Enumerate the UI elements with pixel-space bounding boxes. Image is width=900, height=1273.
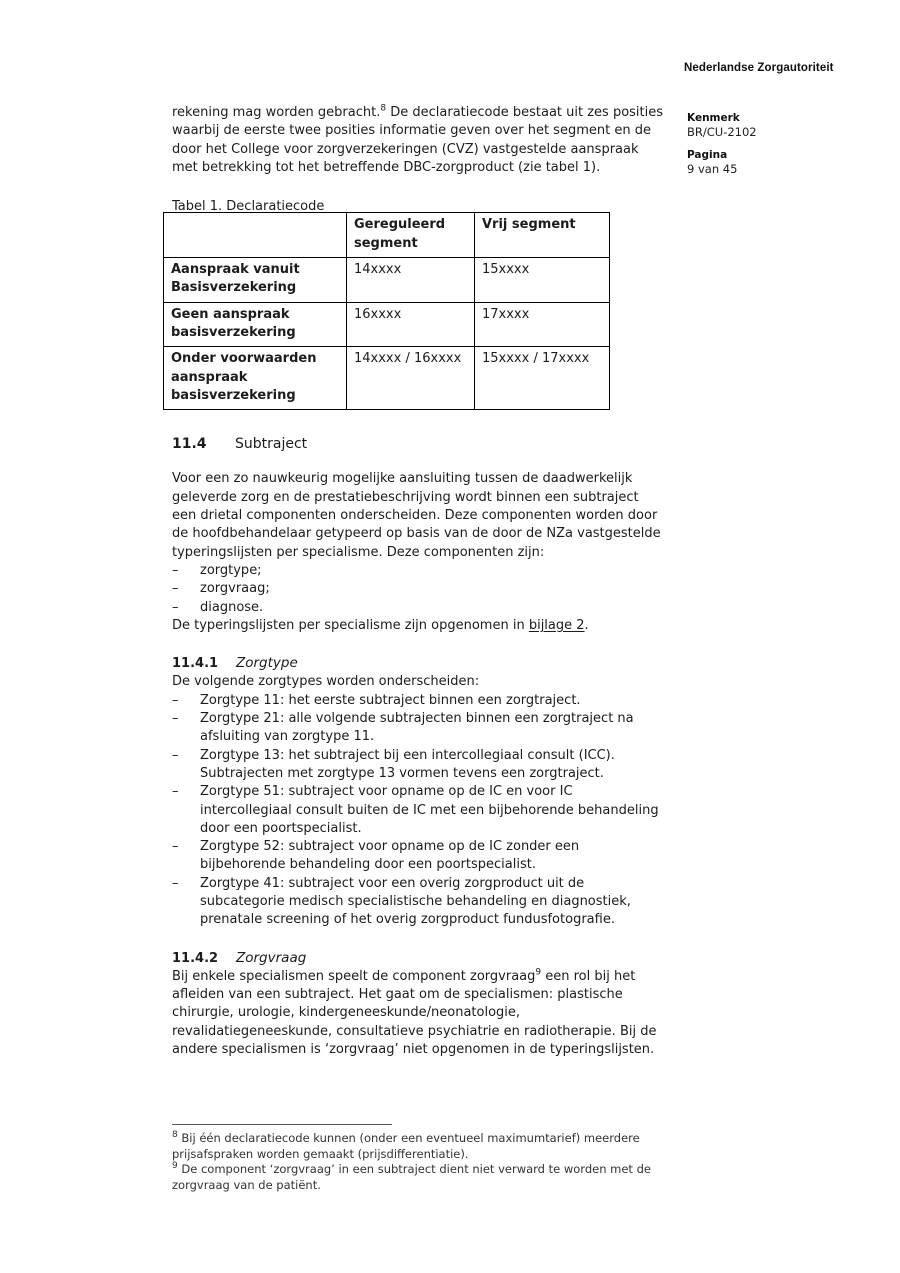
footnote-ref-9: 9 <box>535 967 542 978</box>
section-heading-11-4-2 <box>172 949 664 968</box>
list-item-text: Zorgtype 52: subtraject voor opname op de IC zonder een bijbehorende behandeling door een poortspecialist. <box>200 839 580 873</box>
dash-marker: – <box>172 562 179 578</box>
row-label: Onder voorwaarden aanspraak basisverzekering <box>164 347 347 410</box>
section-11-4-paragraph: Voor een zo nauwkeurig mogelijke aansluiting tussen de daadwerkelijk geleverde zorg en de prestatiebeschrijving wordt binnen een subtraject een drietal componenten onderscheiden. Deze componenten worden door de hoofdbehandelaar getypeerd op basis van de door de NZa vastgestelde typeringslijsten per specialisme. Deze componenten zijn: <box>172 471 661 560</box>
list-item <box>172 710 664 747</box>
footnote-8: $^8$ Bij één declaratiecode kunnen (onder een eventueel maximumtarief) meerdere prijsafspraken worden gemaakt (prijsdifferentiatie). <box>172 1130 640 1161</box>
footnote-9: $^9$ De component ‘zorgvraag’ in een subtraject dient niet verward te worden met de zorgvraag van de patiënt. <box>172 1161 651 1192</box>
cell-vrij: 17xxxx <box>475 302 610 347</box>
dash-marker: – <box>172 784 179 800</box>
list-item-text: Zorgtype 13: het subtraject bij een intercollegiaal consult (ICC). Subtrajecten met zorgtype 13 vormen tevens een zorgtraject. <box>200 747 615 781</box>
section-11-4-1-intro: De volgende zorgtypes worden onderscheiden: <box>172 674 480 690</box>
dash-marker: – <box>172 711 179 727</box>
row-label: Aanspraak vanuit Basisverzekering <box>164 258 347 303</box>
section-title: Zorgtype <box>236 655 298 672</box>
footnote-separator <box>172 1124 392 1125</box>
section-title: Subtraject <box>235 436 308 453</box>
pagina-label: Pagina <box>687 149 728 161</box>
table-caption: Tabel 1. Declaratiecode <box>172 199 325 215</box>
document-meta <box>687 112 847 186</box>
footnote-9-number: 9 <box>172 1161 178 1172</box>
section-number: 11.4.2 <box>172 950 219 966</box>
table-row <box>164 258 610 303</box>
row-label: Geen aanspraak basisverzekering <box>164 302 347 347</box>
dash-marker: – <box>172 692 179 708</box>
bijlage-2-link[interactable]: bijlage 2 <box>528 617 585 633</box>
list-item-text: diagnose. <box>200 599 264 615</box>
section-number: 11.4.1 <box>172 656 219 672</box>
cell-vrij: 15xxxx <box>475 258 610 303</box>
header-vrij-segment: Vrij segment <box>475 213 610 258</box>
dash-marker: – <box>172 747 179 763</box>
cell-gereguleerd: 14xxxx <box>347 258 475 303</box>
footnote-ref-8: 8 <box>380 103 387 114</box>
cell-gereguleerd: 16xxxx <box>347 302 475 347</box>
list-item <box>172 562 664 580</box>
list-item-text: zorgtype; <box>200 562 262 578</box>
footnote-8-number: 8 <box>172 1130 178 1141</box>
header-gereguleerd-segment: Gereguleerd segment <box>347 213 475 258</box>
footnote-area <box>172 1124 672 1193</box>
kenmerk-value: BR/CU-2102 <box>687 125 757 139</box>
list-item-text: zorgvraag; <box>200 581 270 597</box>
table-header-row <box>164 213 610 258</box>
zorgtype-list <box>172 692 664 930</box>
section-heading-11-4-1 <box>172 654 664 673</box>
dash-marker: – <box>172 875 179 891</box>
list-item <box>172 783 664 838</box>
list-item <box>172 875 664 930</box>
component-list <box>172 562 664 617</box>
dash-marker: – <box>172 581 179 597</box>
dash-marker: – <box>172 599 179 615</box>
intro-paragraph: rekening mag worden gebracht.$^8$ De declaratiecode bestaat uit zes posities waarbij de eerste twee posities informatie geven over het segment en de door het College voor zorgverzekeringen (CVZ) vastgestelde aanspraak met betrekking tot het betreffende DBC-zorgproduct (zie tabel 1). <box>172 103 664 175</box>
table-row <box>164 302 610 347</box>
list-item <box>172 599 664 617</box>
pagina-value: 9 van 45 <box>687 162 738 176</box>
section-11-4-2-paragraph: Bij enkele specialismen speelt de component zorgvraag$^9$ een rol bij het afleiden van een subtraject. Het gaat om de specialismen: plastische chirurgie, urologie, kindergeneeskunde/neonatologie, revalidatiegeneeskunde, consultatieve psychiatrie en radiotherapie. Bij de andere specialismen is ‘zorgvraag’ niet opgenomen in de typeringslijsten. <box>172 967 657 1058</box>
section-number: 11.4 <box>172 436 207 453</box>
table-row <box>164 347 610 410</box>
cell-gereguleerd: 14xxxx / 16xxxx <box>347 347 475 410</box>
section-title: Zorgvraag <box>236 949 307 966</box>
list-item <box>172 838 664 875</box>
section-11-4-closing: De typeringslijsten per specialisme zijn opgenomen in bijlage 2. <box>172 617 589 633</box>
nza-logo-text: Nederlandse Zorgautoriteit <box>684 62 834 74</box>
main-text-column <box>172 104 664 1059</box>
kenmerk-label: Kenmerk <box>687 112 740 124</box>
header-empty <box>164 213 347 258</box>
list-item <box>172 747 664 784</box>
list-item-text: Zorgtype 21: alle volgende subtrajecten binnen een zorgtraject na afsluiting van zorgtype 11. <box>200 711 634 745</box>
list-item-text: Zorgtype 41: subtraject voor een overig zorgproduct uit de subcategorie medisch specialistische behandeling en diagnostiek, prenatale screening of het overig zorgproduct fundusfotografie. <box>200 875 631 928</box>
dash-marker: – <box>172 839 179 855</box>
section-heading-11-4 <box>172 435 664 453</box>
list-item <box>172 692 664 710</box>
list-item-text: Zorgtype 51: subtraject voor opname op de IC en voor IC intercollegiaal consult buiten de IC met een bijbehorende behandeling door een poortspecialist. <box>200 784 659 836</box>
declaratiecode-table <box>163 212 610 410</box>
cell-vrij: 15xxxx / 17xxxx <box>475 347 610 410</box>
list-item <box>172 580 664 598</box>
list-item-text: Zorgtype 11: het eerste subtraject binnen een zorgtraject. <box>200 692 581 708</box>
